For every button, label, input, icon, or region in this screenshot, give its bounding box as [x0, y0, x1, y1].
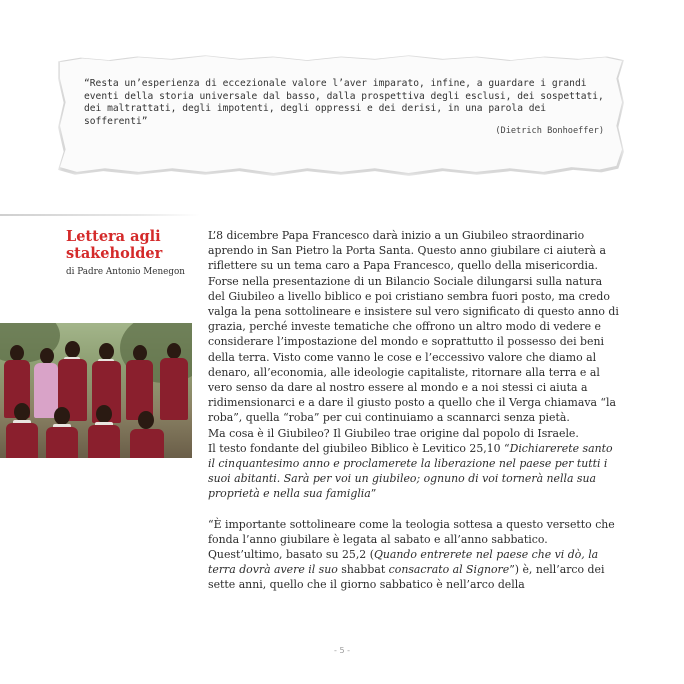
- divider: [0, 214, 200, 216]
- paragraph: [208, 441, 620, 502]
- paragraph: L’8 dicembre Papa Francesco darà inizio a un Giubileo straordinario aprendo in San Pietro la Porta Santa. Questo anno giubilare ci aiuterà a riflettere su un tema caro a Papa Francesco, quello della misericordia.: [208, 229, 606, 273]
- paragraph: Ma cosa è il Giubileo? Il Giubileo trae origine dal popolo di Israele.: [208, 426, 579, 440]
- text-run: “È importante sottolineare come la teologia sottesa a questo versetto che fonda l’anno giubilare è legata al sabato e all’anno sabbatico. Quest’ultimo, basato su 25,2 (: [208, 517, 615, 562]
- quote-text: “Resta un’esperienza di eccezionale valore l’aver imparato, infine, a guardare i grandi eventi della storia universale dal basso, dalla prospettiva degli esclusi, dei sospettati, dei maltrattati, degli impotenti, degli oppressi e dei derisi, in una parola dei sofferenti”: [84, 78, 604, 127]
- leviticus-quote: Dichiarerete santo il cinquantesimo anno e proclamerete la liberazione nel paese per tutti i suoi abitanti. Sarà per voi un giubileo; ognuno di voi tornerà nella sua proprietà e nella sua famiglia: [208, 441, 613, 501]
- text-run: Il testo fondante del giubileo Biblico è Levitico 25,10 “: [208, 441, 510, 455]
- article-body: [208, 228, 620, 593]
- quote-author: (Dietrich Bonhoeffer): [495, 126, 604, 136]
- text-run: ”) è, nell’arco dei sette anni, quello che il giorno sabbatico è nell’arco della: [208, 563, 605, 592]
- text-run: shabbat: [337, 563, 389, 577]
- page-number: - 5 -: [334, 646, 350, 655]
- paragraph: [208, 517, 620, 593]
- children-photo: [0, 323, 192, 458]
- text-run: ”: [370, 487, 377, 501]
- byline: di Padre Antonio Menegon: [66, 267, 185, 277]
- paragraph-gap: [208, 502, 620, 517]
- section-title: Lettera agli stakeholder: [66, 228, 163, 262]
- italic-citation: Quando entrerete nel paese che vi dò, la terra dovrà avere il suo: [208, 548, 599, 577]
- paragraph: Forse nella presentazione di un Bilancio Sociale dilungarsi sulla natura del Giubileo a livello biblico e poi cristiano sembra fuori posto, ma credo valga la pena sottolineare e insistere sul vero significato di questo anno di grazia, perché investe tematiche che offrono un altro modo di vedere e considerare l’impostazione del mondo e soprattutto il possesso dei beni della terra. Visto come vanno le cose e l’eccessivo valore che diamo al denaro, all’economia, alle ideologie capitaliste, ritornare alla terra e al vero senso da dare al nostro essere al mondo e a noi stessi ci aiuta a ridimensionarci e a dare il giusto posto a quello che il Verga chiamava “la roba”, quella “roba” per cui continuiamo a scannarci senza pietà.: [208, 274, 619, 425]
- italic-citation: consacrato al Signore: [388, 563, 510, 577]
